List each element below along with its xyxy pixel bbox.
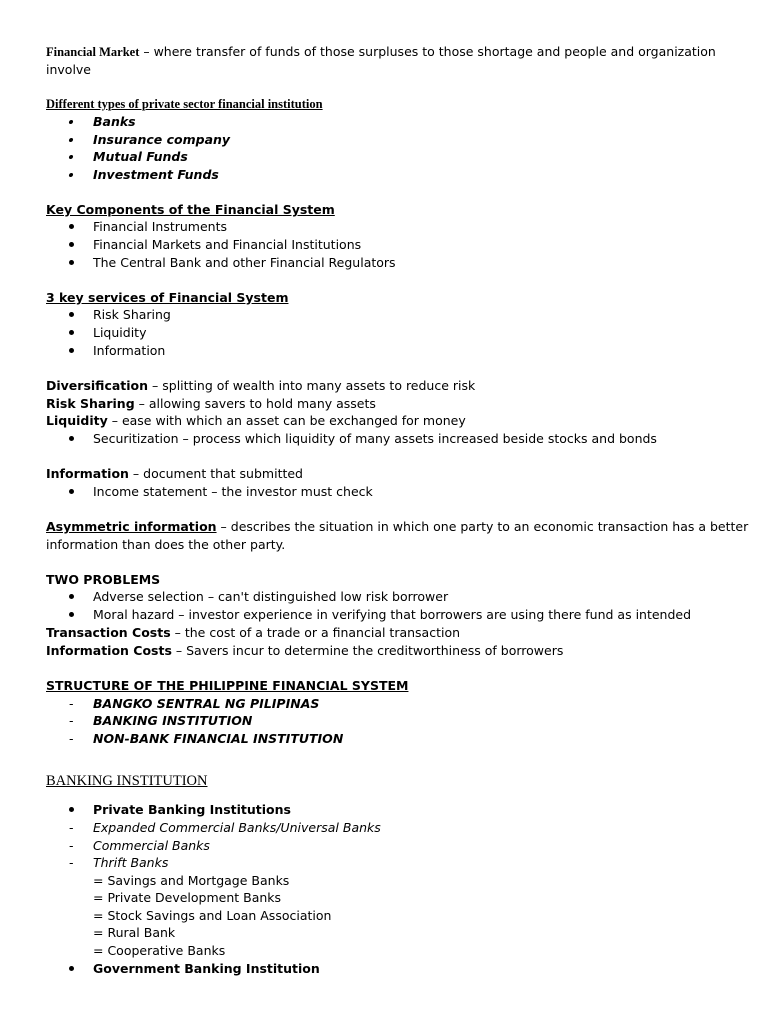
definition-text: – splitting of wealth into many assets to reduce risk <box>148 378 476 393</box>
structure-heading: STRUCTURE OF THE PHILIPPINE FINANCIAL SYSTEM <box>46 678 409 693</box>
definition-continuation: information than does the other party. <box>46 537 286 552</box>
bullet-icon <box>69 218 74 235</box>
list-item: Private Banking Institutions <box>93 802 291 817</box>
list-item: Risk Sharing <box>93 307 171 322</box>
asymmetric-information-definition <box>46 518 748 535</box>
bullet-icon <box>69 166 73 183</box>
list-item: Moral hazard – investor experience in verifying that borrowers are using there fund as intended <box>93 607 692 622</box>
key-services-heading: 3 key services of Financial System <box>46 290 289 305</box>
bullet-icon <box>69 324 74 341</box>
list-item: Securitization – process which liquidity of many assets increased beside stocks and bonds <box>93 431 657 446</box>
list-item: Expanded Commercial Banks/Universal Banks <box>93 820 381 835</box>
banking-institution-heading: BANKING INSTITUTION <box>46 773 208 789</box>
dash-marker: - <box>69 696 74 711</box>
diversification-definition <box>46 377 475 394</box>
key-components-heading: Key Components of the Financial System <box>46 202 335 217</box>
list-item: = Cooperative Banks <box>93 943 226 958</box>
list-item: Income statement – the investor must check <box>93 484 373 499</box>
list-item: BANKING INSTITUTION <box>93 713 253 728</box>
bullet-icon <box>69 483 74 500</box>
list-item: Government Banking Institution <box>93 961 320 976</box>
bullet-icon <box>69 588 74 605</box>
bullet-icon <box>69 306 74 323</box>
list-item: Thrift Banks <box>93 855 169 870</box>
dash-marker: - <box>69 820 74 835</box>
list-item: Investment Funds <box>93 167 219 182</box>
list-item: Mutual Funds <box>93 149 188 164</box>
information-definition <box>46 465 303 482</box>
list-item: Financial Markets and Financial Institutions <box>93 237 362 252</box>
bullet-icon <box>69 342 74 359</box>
definition-text: – Savers incur to determine the creditworthiness of borrowers <box>171 643 564 658</box>
term: Liquidity <box>46 413 108 428</box>
bullet-icon <box>69 254 74 271</box>
list-item: BANGKO SENTRAL NG PILIPINAS <box>93 696 320 711</box>
bullet-icon <box>69 606 74 623</box>
dash-marker: - <box>69 855 74 870</box>
list-item: Commercial Banks <box>93 838 210 853</box>
term: Information <box>46 466 129 481</box>
two-problems-heading: TWO PROBLEMS <box>46 572 161 587</box>
dash-marker: - <box>69 731 74 746</box>
term: Asymmetric information <box>46 519 217 534</box>
bullet-icon <box>69 236 74 253</box>
list-item: = Rural Bank <box>93 925 176 940</box>
list-item: Adverse selection – can't distinguished low risk borrower <box>93 589 449 604</box>
definition-text: – describes the situation in which one party to an economic transaction has a better <box>216 519 749 534</box>
list-item: Liquidity <box>93 325 147 340</box>
list-item: Financial Instruments <box>93 219 227 234</box>
bullet-icon <box>69 113 73 130</box>
bullet-icon <box>69 801 74 818</box>
private-types-heading: Different types of private sector financial institution <box>46 97 323 111</box>
list-item: = Stock Savings and Loan Association <box>93 908 332 923</box>
liquidity-definition <box>46 412 466 429</box>
dash-marker: - <box>69 713 74 728</box>
dash-marker: - <box>69 838 74 853</box>
transaction-costs-definition <box>46 624 460 641</box>
term: Information Costs <box>46 643 172 658</box>
bullet-icon <box>69 148 73 165</box>
term: Risk Sharing <box>46 396 135 411</box>
list-item: = Private Development Banks <box>93 890 282 905</box>
list-item: NON-BANK FINANCIAL INSTITUTION <box>93 731 344 746</box>
definition-continuation: involve <box>46 62 92 77</box>
definition-text: – where transfer of funds of those surpluses to those shortage and people and organization <box>139 44 716 59</box>
definition-text: – ease with which an asset can be exchanged for money <box>107 413 466 428</box>
information-costs-definition <box>46 642 563 659</box>
bullet-icon <box>69 430 74 447</box>
risk-sharing-definition <box>46 395 376 412</box>
list-item: Information <box>93 343 166 358</box>
bullet-icon <box>69 131 73 148</box>
definition-text: – the cost of a trade or a financial transaction <box>170 625 461 640</box>
list-item: The Central Bank and other Financial Regulators <box>93 255 396 270</box>
definition-text: – allowing savers to hold many assets <box>134 396 376 411</box>
list-item: Banks <box>93 114 136 129</box>
list-item: Insurance company <box>93 132 231 147</box>
term: Diversification <box>46 378 149 393</box>
definition-text: – document that submitted <box>128 466 303 481</box>
financial-market-definition <box>46 43 716 61</box>
term: Financial Market <box>46 45 140 59</box>
term: Transaction Costs <box>46 625 171 640</box>
list-item: = Savings and Mortgage Banks <box>93 873 290 888</box>
bullet-icon <box>69 960 74 977</box>
